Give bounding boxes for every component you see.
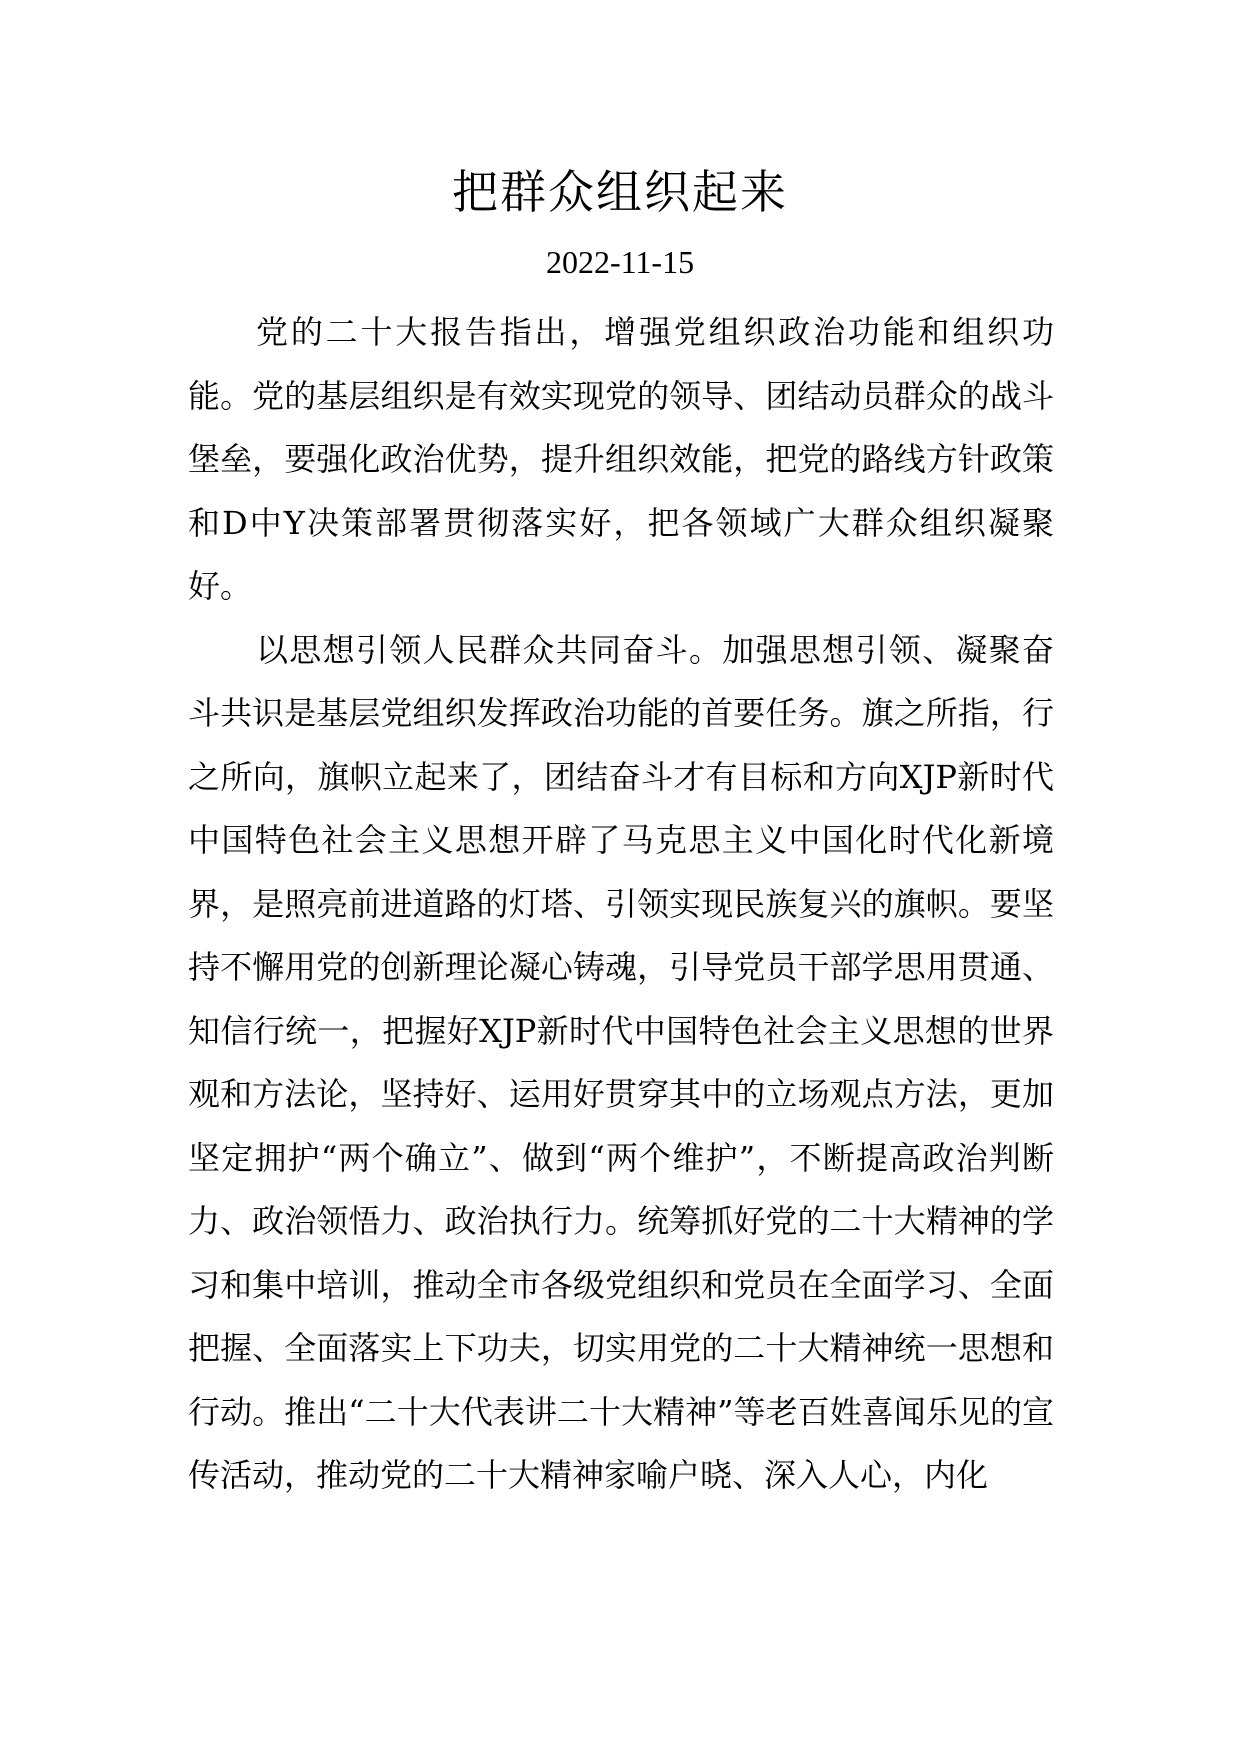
document-body bbox=[188, 301, 1054, 1508]
document-date: 2022-11-15 bbox=[545, 244, 695, 280]
paragraph: 以思想引领人民群众共同奋斗。加强思想引领、凝聚奋斗共识是基层党组织发挥政治功能的首要任务。旗之所指，行之所向，旗帜立起来了，团结奋斗才有目标和方向XJP新时代中国特色社会主义思想开辟了马克思主义中国化时代化新境界，是照亮前进道路的灯塔、引领实现民族复兴的旗帜。要坚持不懈用党的创新理论凝心铸魂，引导党员干部学思用贯通、知信行统一，把握好XJP新时代中国特色社会主义思想的世界观和方法论，坚持好、运用好贯穿其中的立场观点方法，更加坚定拥护“两个确立”、做到“两个维护”，不断提高政治判断力、政治领悟力、政治执行力。统筹抓好党的二十大精神的学习和集中培训，推动全市各级党组织和党员在全面学习、全面把握、全面落实上下功夫，切实用党的二十大精神统一思想和行动。推出“二十大代表讲二十大精神”等老百姓喜闻乐见的宣传活动，推动党的二十大精神家喻户晓、深入人心，内化 bbox=[188, 630, 1054, 1494]
paragraph: 党的二十大报告指出，增强党组织政治功能和组织功能。党的基层组织是有效实现党的领导、团结动员群众的战斗堡垒，要强化政治优势，提升组织效能，把党的路线方针政策和D中Y决策部署贯彻落实好，把各领域广大群众组织凝聚好。 bbox=[188, 313, 1054, 605]
document-title: 把群众组织起来 bbox=[452, 165, 788, 219]
